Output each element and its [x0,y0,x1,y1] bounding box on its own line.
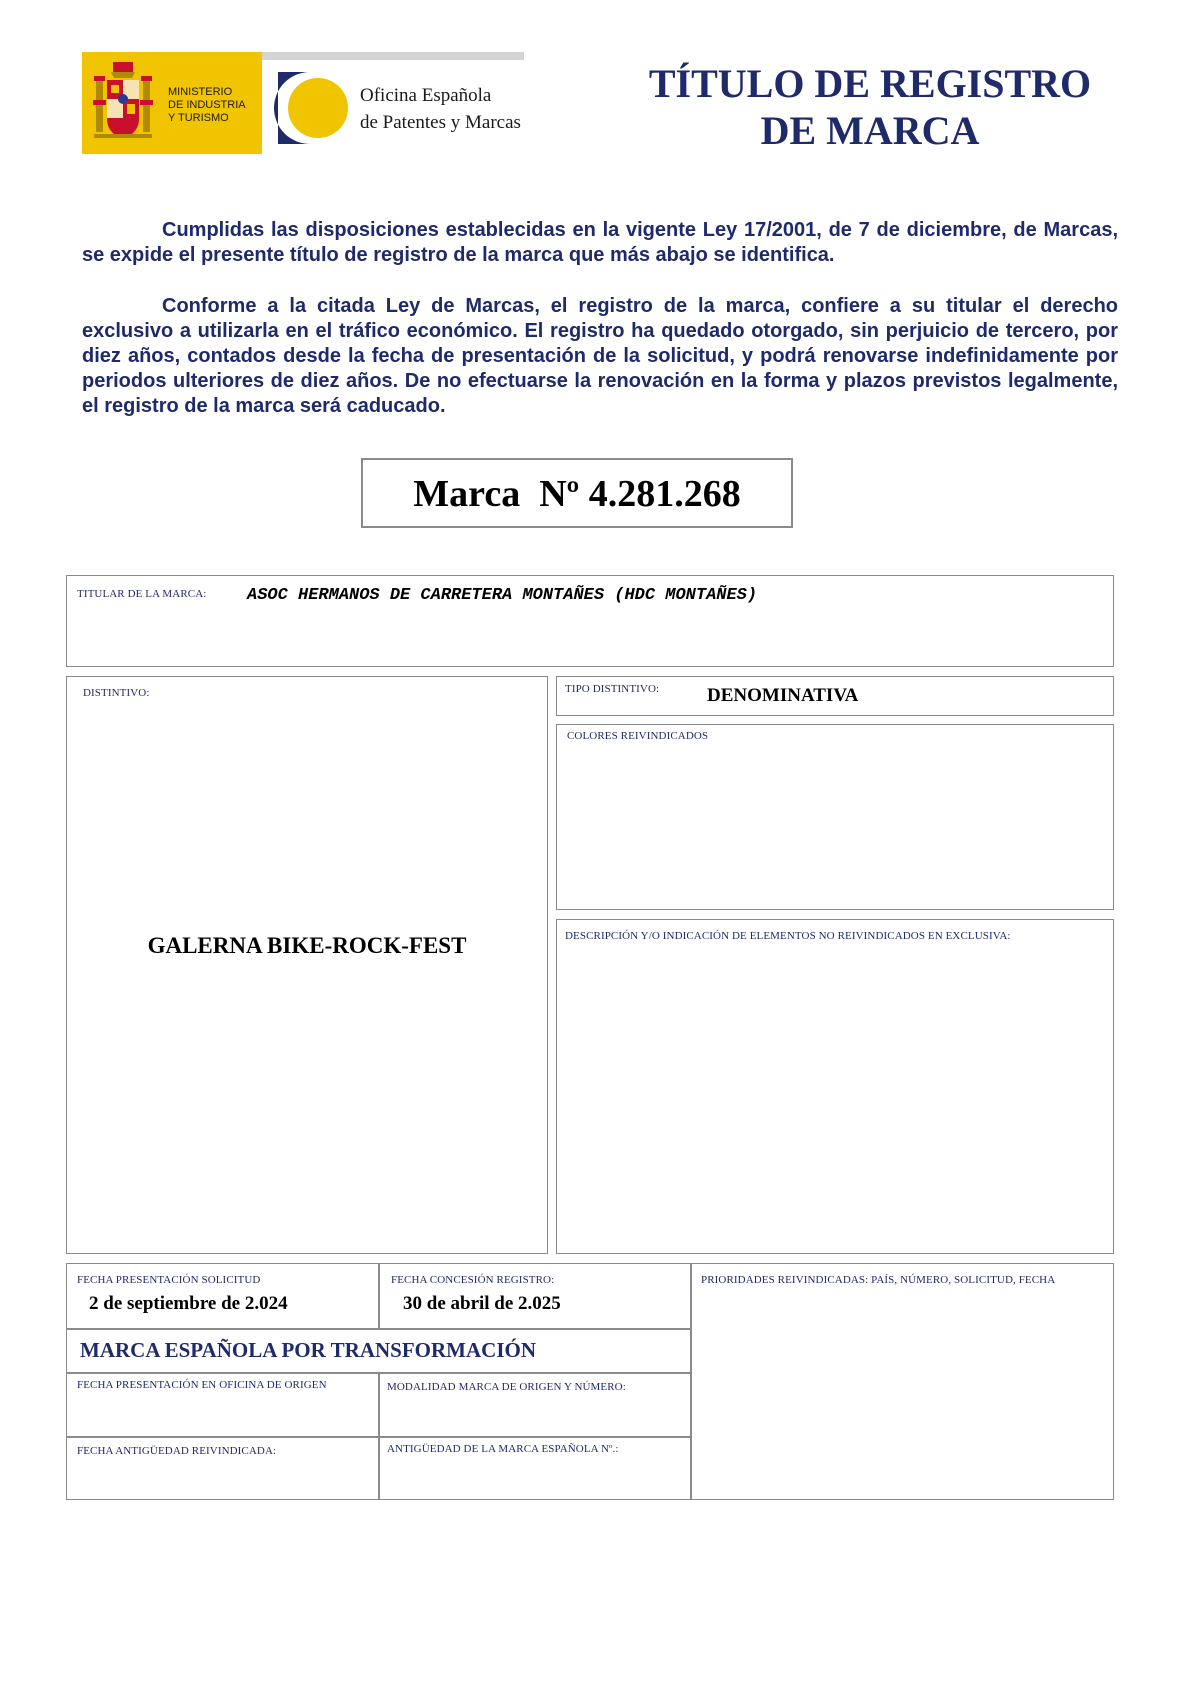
oepm-logo-icon [270,70,350,146]
intro-paragraph-1: Cumplidas las disposiciones establecidas en la vigente Ley 17/2001, de 7 de diciembre, de Marcas, se expide el presente título de registro de la marca que más abajo se identifica. [82,219,1118,266]
office-name [360,82,521,136]
dates-table [66,1263,1114,1500]
distinctive-label: DISTINTIVO: [83,687,150,699]
title-line-2: DE MARCA [760,108,980,153]
ministry-name [168,86,246,125]
seniority-mark-label: ANTIGÜEDAD DE LA MARCA ESPAÑOLA Nº.: [387,1443,619,1455]
grant-date-label: FECHA CONCESIÓN REGISTRO: [391,1274,555,1286]
office-line-1: Oficina Española [360,85,492,106]
office-line-2: de Patentes y Marcas [360,112,521,133]
distinctive-box [66,676,548,1254]
description-label: DESCRIPCIÓN Y/O INDICACIÓN DE ELEMENTOS NO REIVINDICADOS EN EXCLUSIVA: [565,930,1011,942]
ministry-line-2: DE INDUSTRIA [168,99,246,111]
title-line-1: TÍTULO DE REGISTRO [648,61,1092,106]
type-label: TIPO DISTINTIVO: [565,683,660,695]
priorities-label: PRIORIDADES REIVINDICADAS: PAÍS, NÚMERO, SOLICITUD, FECHA [701,1274,1056,1286]
filing-date-label: FECHA PRESENTACIÓN SOLICITUD [77,1274,261,1286]
grant-date-value: 30 de abril de 2.025 [403,1293,561,1314]
origin-modality-label: MODALIDAD MARCA DE ORIGEN Y NÚMERO: [387,1381,626,1393]
filing-date-value: 2 de septiembre de 2.024 [89,1293,288,1314]
description-box [556,919,1114,1254]
type-value: DENOMINATIVA [707,685,859,706]
ministry-line-1: MINISTERIO [168,86,233,98]
mark-number-box [361,458,793,528]
ministry-line-3: Y TURISMO [168,112,229,124]
ministry-logo [82,52,262,154]
mark-number: Marca Nº 4.281.268 [413,473,741,515]
office-logo-topbar [262,52,524,60]
origin-office-date-label: FECHA PRESENTACIÓN EN OFICINA DE ORIGEN [77,1379,327,1391]
holder-box [66,575,1114,667]
coat-of-arms-icon [92,60,154,146]
holder-value: ASOC HERMANOS DE CARRETERA MONTAÑES (HDC MONTAÑES) [247,586,758,605]
intro-paragraph-2: Conforme a la citada Ley de Marcas, el registro de la marca, confiere a su titular el derecho exclusivo a utilizarla en el tráfico económico. El registro ha quedado otorgado, sin perjuicio de tercero, por diez años, contados desde la fecha de presentación de la solicitud, y podrá renovarse indefinidamente por periodos ulteriores de diez años. De no efectuarse la renovación en la forma y plazos previstos legalmente, el registro de la marca será caducado. [82,295,1118,417]
holder-label: TITULAR DE LA MARCA: [77,588,207,600]
type-box [556,676,1114,716]
distinctive-value: GALERNA BIKE-ROCK-FEST [147,933,467,958]
seniority-date-label: FECHA ANTIGÜEDAD REIVINDICADA: [77,1445,277,1457]
document-title [620,60,1120,154]
transformation-heading: MARCA ESPAÑOLA POR TRANSFORMACIÓN [80,1338,536,1362]
colors-box [556,724,1114,910]
colors-label: COLORES REIVINDICADOS [567,730,709,742]
